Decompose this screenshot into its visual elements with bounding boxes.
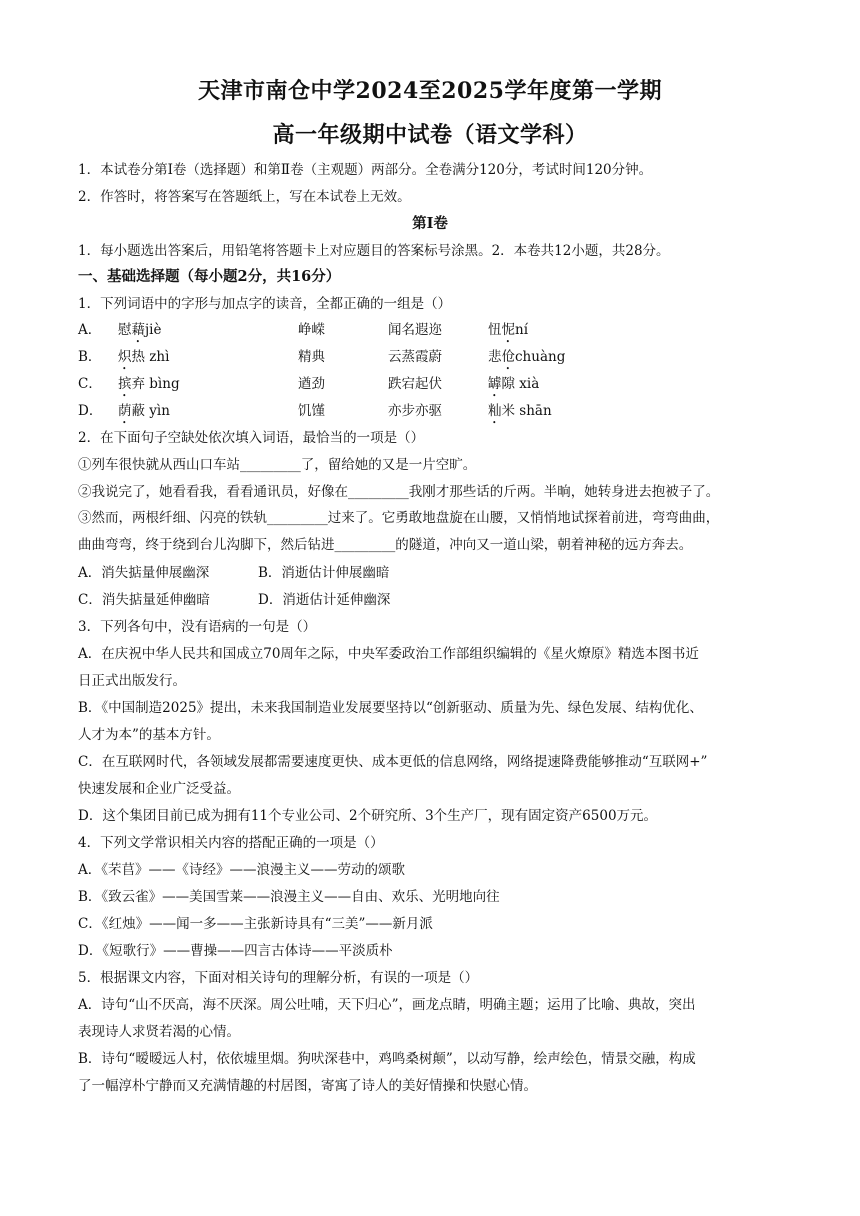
- q2-sentence-2: ②我说完了，她看看我，看看通讯员，好像在_________我刚才那些话的斤两。半晌，她转身进去抱被子了。: [78, 484, 720, 500]
- note-1: 1．本试卷分第Ⅰ卷（选择题）和第Ⅱ卷（主观题）两部分。全卷满分120分，考试时间120分钟。: [78, 162, 653, 178]
- q4-option-c: C．《红烛》——闻一多——主张新诗具有“三美”——新月派: [78, 916, 433, 932]
- q1-option-a: [78, 320, 798, 346]
- q2-option-d: D．消逝估计延伸幽深: [258, 592, 391, 608]
- q5-stem: 5．根据课文内容，下面对相关诗句的理解分析，有误的一项是（）: [78, 970, 479, 986]
- q1-stem: 1．下列词语中的字形与加点字的读音，全都正确的一组是（）: [78, 296, 452, 312]
- q1-option-d: [78, 401, 798, 427]
- part-title: 第Ⅰ卷: [412, 215, 448, 232]
- q2-stem: 2．在下面句子空缺处依次填入词语，最恰当的一项是（）: [78, 430, 425, 446]
- option-letter: B．: [78, 349, 102, 365]
- word-4: 悲伧chuàng: [488, 349, 566, 365]
- exam-title: 天津市南仓中学2024至2025学年度第一学期: [198, 78, 662, 104]
- q2-sentence-3-cont: 曲曲弯弯，终于绕到台儿沟脚下，然后钻进_________的隧道，冲向又一道山梁，朝着神秘的远方奔去。: [78, 537, 693, 553]
- q1-option-b: [78, 347, 798, 373]
- option-letter: C．: [78, 376, 102, 392]
- part-instruction: 1．每小题选出答案后，用铅笔将答题卡上对应题目的答案标号涂黑。2．本卷共12小题，共28分。: [78, 243, 670, 259]
- word-3: 云蒸霞蔚: [388, 349, 442, 365]
- word-2: 峥嵘: [298, 322, 325, 338]
- q2-sentence-1: ①列车很快就从西山口车站_________了，留给她的又是一片空旷。: [78, 457, 477, 473]
- q3-option-b-cont: 人才为本”的基本方针。: [78, 727, 220, 743]
- option-letter: A．: [78, 322, 102, 338]
- option-letter: D．: [78, 403, 103, 419]
- word-3: 闻名遐迩: [388, 322, 442, 338]
- note-2: 2．作答时，将答案写在答题纸上，写在本试卷上无效。: [78, 189, 411, 205]
- q3-option-c: C．在互联网时代，各领域发展都需要速度更快、成本更低的信息网络，网络提速降费能够推动“互联网+”: [78, 754, 708, 770]
- q3-stem: 3．下列各句中，没有语病的一句是（）: [78, 619, 317, 635]
- q1-option-c: [78, 374, 798, 400]
- word-4: 忸怩ní: [488, 322, 529, 338]
- word-1: 摈弃 bìng: [118, 376, 180, 392]
- q3-option-a-cont: 日正式出版发行。: [78, 673, 186, 689]
- q4-option-a: A．《芣苢》——《诗经》——浪漫主义——劳动的颂歌: [78, 862, 405, 878]
- q2-option-a: A．消失掂量伸展幽深: [78, 565, 210, 581]
- q3-option-a: A．在庆祝中华人民共和国成立70周年之际，中央军委政治工作部组织编辑的《星火燎原》精选本图书近: [78, 646, 699, 662]
- word-2: 饥馑: [298, 403, 325, 419]
- q4-stem: 4．下列文学常识相关内容的搭配正确的一项是（）: [78, 835, 384, 851]
- q5-option-a: A．诗句“山不厌高，海不厌深。周公吐哺，天下归心”，画龙点睛，明确主题；运用了比喻、典故，突出: [78, 997, 696, 1013]
- word-1: 慰藉jiè: [118, 322, 162, 338]
- word-1: 荫蔽 yìn: [118, 403, 170, 419]
- q2-option-b: B．消逝估计伸展幽暗: [258, 565, 390, 581]
- word-1: 炽热 zhì: [118, 349, 170, 365]
- q4-option-d: D．《短歌行》——曹操——四言古体诗——平淡质朴: [78, 943, 393, 959]
- q4-option-b: B．《致云雀》——美国雪莱——浪漫主义——自由、欢乐、光明地向往: [78, 889, 500, 905]
- q5-option-b-cont: 了一幅淳朴宁静而又充满情趣的村居图，寄寓了诗人的美好情操和快慰心情。: [78, 1078, 537, 1094]
- section-title: 一、基础选择题（每小题2分，共16分）: [78, 268, 341, 285]
- word-3: 跌宕起伏: [388, 376, 442, 392]
- q3-option-c-cont: 快速发展和企业广泛受益。: [78, 781, 240, 797]
- q3-option-b: B．《中国制造2025》提出，未来我国制造业发展要坚持以“创新驱动、质量为先、绿色发展、结构优化、: [78, 700, 703, 716]
- word-4: 罅隙 xià: [488, 376, 540, 392]
- exam-subtitle: 高一年级期中试卷（语文学科）: [272, 122, 588, 148]
- q5-option-b: B．诗句“暧暧远人村，依依墟里烟。狗吠深巷中，鸡鸣桑树颠”，以动写静，绘声绘色，情景交融，构成: [78, 1051, 696, 1067]
- word-4: 籼米 shān: [488, 403, 552, 419]
- q2-sentence-3: ③然而，两根纤细、闪亮的铁轨_________过来了。它勇敢地盘旋在山腰，又悄悄地试探着前进，弯弯曲曲，: [78, 510, 720, 526]
- word-3: 亦步亦驱: [388, 403, 442, 419]
- q2-option-c: C．消失掂量延伸幽暗: [78, 592, 210, 608]
- q5-option-a-cont: 表现诗人求贤若渴的心情。: [78, 1024, 240, 1040]
- word-2: 遒劲: [298, 376, 325, 392]
- word-2: 精典: [298, 349, 325, 365]
- q2-options-cd: [78, 590, 798, 610]
- q2-options-ab: [78, 563, 798, 583]
- q3-option-d: D．这个集团目前已成为拥有11个专业公司、2个研究所、3个生产厂，现有固定资产6500万元。: [78, 808, 658, 824]
